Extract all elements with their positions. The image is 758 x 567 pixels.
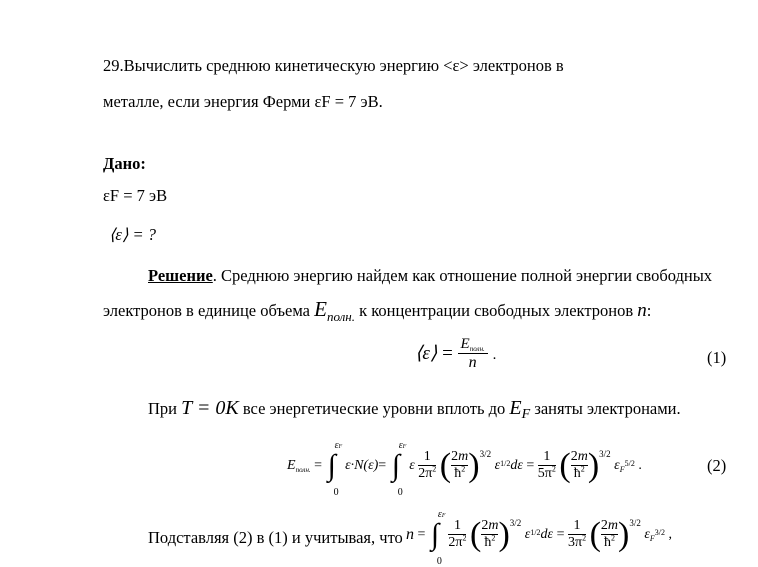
find-mean-energy: ⟨ε⟩ = ? <box>109 225 157 244</box>
equation-1: ⟨ε⟩ = $\frac{E_{полн.}}{n}$ . <box>415 336 497 372</box>
solution-text-1: . Среднюю энергию найдем как отношение полной энергии свободных <box>212 266 713 285</box>
concentration-symbol: n <box>637 300 647 321</box>
equation-2-label: (2) <box>707 456 727 475</box>
problem-text-1: Вычислить среднюю кинетическую энергию <ε> электронов в <box>123 56 564 75</box>
equation-3: n = ∫ εF 0 $\frac{1}{2\pi^2}$ ( $\frac{2m}{ħ^2}$ )3/2 ε1/2dε = $\frac{1}{3\pi^2}$ ( $\frac{2m}{ħ^2}$ )3/2 $\varepsilon_F3/2$ , <box>406 509 673 567</box>
solution-line-4: Подставляя (2) в (1) и учитывая, что <box>148 528 403 547</box>
solution-text-3a: При <box>148 399 177 418</box>
problem-number: 29. <box>103 56 124 75</box>
fermi-energy-symbol: $E_F$ <box>509 397 531 422</box>
solution-line-2 <box>103 297 651 325</box>
equation-2: $E_{полн.}$ = ∫ εF 0 ε·N(ε)= ∫ εF 0 ε $\frac{1}{2\pi^2}$ ( $\frac{2m}{ħ^2}$ )3/2 ε1/2dε = $\frac{1}{5\pi^2}$ ( $\frac{2m}{ħ^2}$ )3/2 $\varepsilon_F5/2$ . <box>287 440 642 498</box>
solution-label: Решение <box>148 266 213 285</box>
problem-line-1 <box>103 56 564 76</box>
solution-text-3c: заняты электронами. <box>534 399 681 418</box>
temperature-expression: T = 0K <box>181 397 239 419</box>
solution-text-2c: : <box>646 301 652 320</box>
solution-line-1 <box>148 266 712 286</box>
given-fermi-energy: εF = 7 эВ <box>103 186 168 205</box>
solution-text-2b: к концентрации свободных электронов <box>359 301 634 320</box>
solution-text-2a: электронов в единице объема <box>103 301 310 320</box>
equation-1-label: (1) <box>707 348 727 367</box>
problem-line-2: металле, если энергия Ферми εF = 7 эВ. <box>103 92 383 111</box>
solution-line-3 <box>148 397 681 423</box>
given-heading: Дано: <box>103 154 146 173</box>
energy-total-symbol: $E_{полн.}$ <box>314 297 355 324</box>
solution-text-3b: все энергетические уровни вплоть до <box>242 399 506 418</box>
